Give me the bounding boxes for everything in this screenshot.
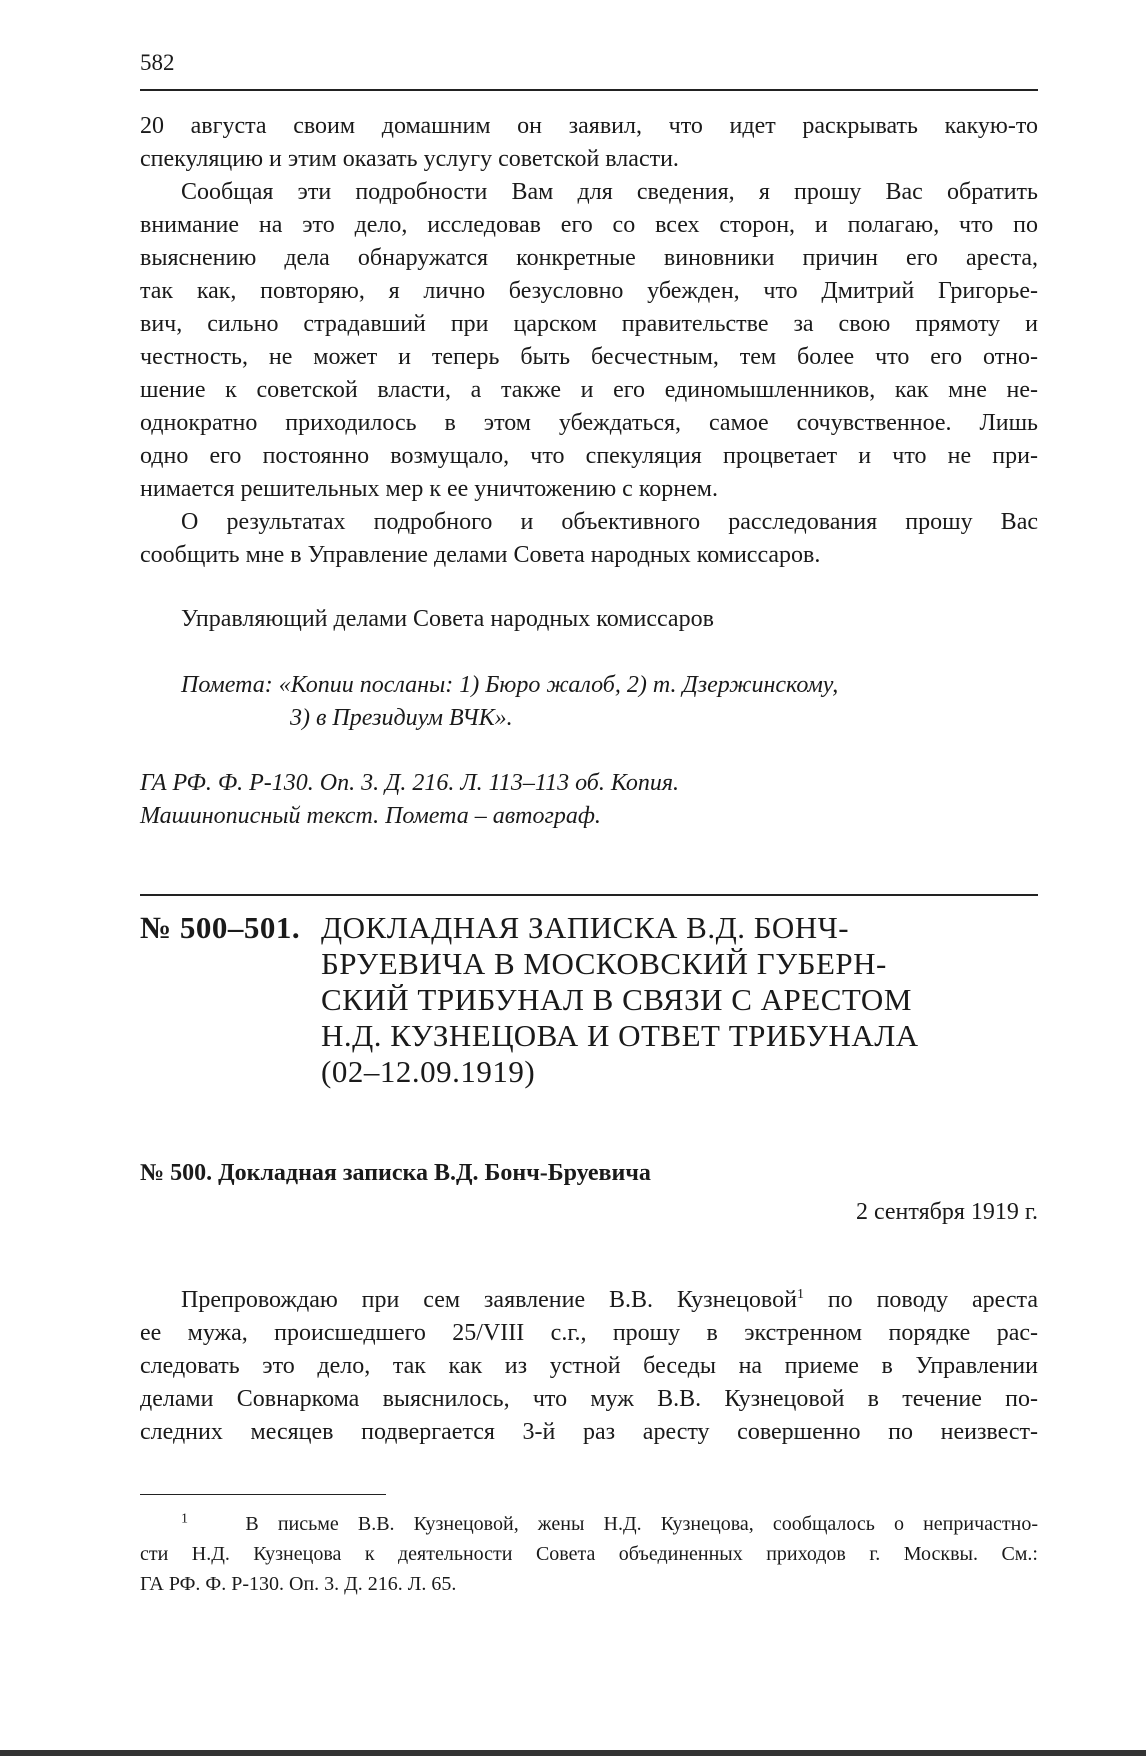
footnote-rule [140,1494,386,1495]
heading-line: Н.Д. КУЗНЕЦОВА И ОТВЕТ ТРИБУНАЛА [321,1018,919,1053]
body-line [140,1284,1038,1317]
letter-line: сообщить мне в Управление делами Совета народных комиссаров. [140,542,821,568]
letter-line: вич, сильно страдавший при царском правительстве за свою прямоту и [140,311,1038,337]
letter-line: честность, не может и теперь быть бесчестным, тем более что его отно- [140,344,1038,370]
letter-line: одно его постоянно возмущало, что спекуляция процветает и что не при- [140,443,1038,469]
footnote-marker: 1 [181,1511,188,1527]
document-body [140,1284,1038,1449]
letter-line: внимание на это дело, исследовав его со всех сторон, и полагаю, что по [140,212,1038,238]
footnote-line: сти Н.Д. Кузнецова к деятельности Совета объединенных приходов г. Москвы. См.: [140,1543,1038,1565]
body-text: Препровождаю при сем заявление В.В. Кузнецовой [181,1287,797,1313]
letter-line: 20 августа своим домашним он заявил, что идет раскрывать какую-то [140,113,1038,139]
header-rule [140,89,1038,91]
page-bottom-edge [0,1750,1146,1756]
letter-body [140,110,1038,572]
footnote-line [140,1509,1038,1539]
signature: Управляющий делами Совета народных комиссаров [181,606,714,632]
body-line: делами Совнаркома выяснилось, что муж В.В. Кузнецовой в течение по- [140,1386,1038,1412]
document-date: 2 сентября 1919 г. [855,1199,1038,1225]
heading-line: СКИЙ ТРИБУНАЛ В СВЯЗИ С АРЕСТОМ [321,982,912,1017]
body-line: ее мужа, происшедшего 25/VIII с.г., прошу в экстренном порядке рас- [140,1320,1038,1346]
footnote-ref[interactable]: 1 [796,1287,804,1302]
document-title: № 500. Докладная записка В.Д. Бонч-Бруевича [140,1160,651,1186]
letter-line: однократно приходилось в этом убеждаться, самое сочувственное. Лишь [140,410,1038,436]
section-number: № 500–501. [140,910,301,945]
letter-line: выяснению дела обнаружатся конкретные виновники причин его ареста, [140,245,1038,271]
letter-line: шение к советской власти, а также и его единомышленников, как мне не- [140,377,1038,403]
annotation-line: Помета: «Копии посланы: 1) Бюро жалоб, 2) т. Дзержинскому, [181,672,839,698]
annotation-line: 3) в Президиум ВЧК». [290,705,513,731]
footnote-line: ГА РФ. Ф. Р-130. Оп. 3. Д. 216. Л. 65. [140,1573,457,1595]
letter-line: нимается решительных мер к ее уничтожению с корнем. [140,476,718,502]
footnote [140,1509,1038,1599]
letter-line: так как, повторяю, я лично безусловно убежден, что Дмитрий Григорье- [140,278,1038,304]
letter-line: О результатах подробного и объективного расследования прошу Вас [181,509,1038,535]
archive-source [140,767,679,833]
letter-line: Сообщая эти подробности Вам для сведения, я прошу Вас обратить [181,179,1038,205]
source-line: Машинописный текст. Помета – автограф. [140,803,601,829]
body-line: следовать это дело, так как из устной беседы на приеме в Управлении [140,1353,1038,1379]
body-line: следних месяцев подвергается 3-й раз аресту совершенно по неизвест- [140,1419,1038,1445]
footnote-text: В письме В.В. Кузнецовой, жены Н.Д. Кузнецова, сообщалось о непричастно- [245,1513,1039,1535]
letter-line: спекуляцию и этим оказать услугу советской власти. [140,146,679,172]
heading-line: БРУЕВИЧА В МОСКОВСКИЙ ГУБЕРН- [321,946,887,981]
heading-line: (02–12.09.1919) [321,1054,536,1089]
heading-line: ДОКЛАДНАЯ ЗАПИСКА В.Д. БОНЧ- [321,910,850,945]
section-heading [140,910,1038,1090]
section-rule [140,894,1038,896]
page-number: 582 [140,50,175,75]
source-line: ГА РФ. Ф. Р-130. Оп. 3. Д. 216. Л. 113–113 об. Копия. [140,770,680,796]
annotation [140,669,838,735]
body-text: по поводу ареста [803,1287,1038,1313]
